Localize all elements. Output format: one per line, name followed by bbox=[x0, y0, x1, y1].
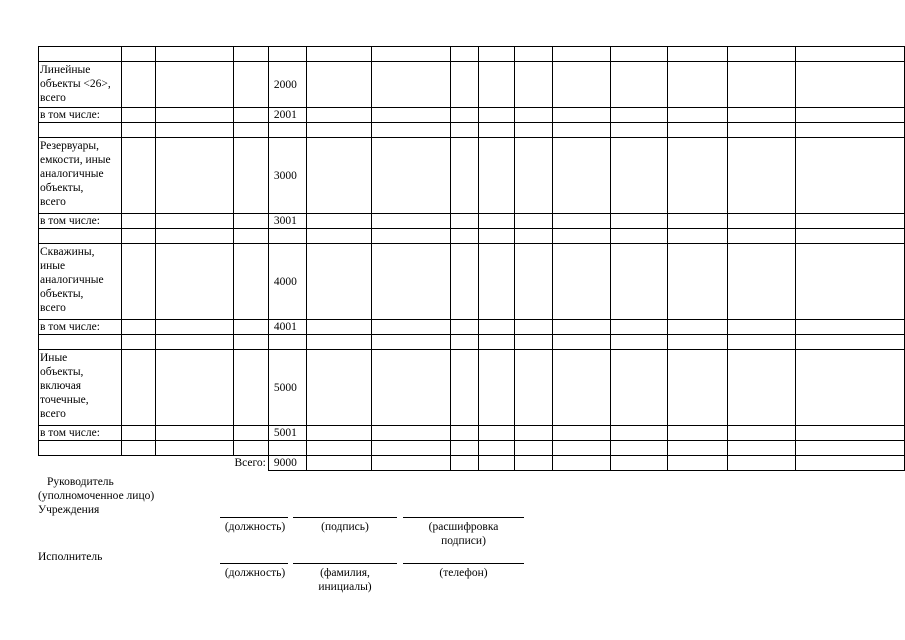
table-cell bbox=[372, 320, 450, 335]
table-cell bbox=[515, 456, 553, 471]
signature-line bbox=[293, 517, 397, 518]
table-cell bbox=[121, 229, 155, 244]
table-cell bbox=[306, 229, 371, 244]
table-cell bbox=[667, 229, 728, 244]
table-cell bbox=[372, 214, 450, 229]
table-cell bbox=[667, 62, 728, 108]
table-cell bbox=[450, 335, 479, 350]
table-cell bbox=[372, 62, 450, 108]
table-cell bbox=[233, 320, 268, 335]
table-cell bbox=[155, 426, 233, 441]
table-cell bbox=[233, 244, 268, 320]
table-cell bbox=[479, 229, 515, 244]
table-cell bbox=[795, 138, 904, 214]
table-cell bbox=[795, 47, 904, 62]
table-cell bbox=[306, 456, 371, 471]
table-cell bbox=[306, 335, 371, 350]
row-code: 3001 bbox=[268, 214, 306, 229]
table-cell bbox=[728, 123, 795, 138]
table-cell bbox=[479, 47, 515, 62]
table-cell bbox=[515, 62, 553, 108]
table-cell bbox=[552, 244, 611, 320]
table-cell bbox=[450, 426, 479, 441]
row-code: 5000 bbox=[268, 350, 306, 426]
table-cell bbox=[611, 47, 668, 62]
name-caption: (фамилия, инициалы) bbox=[318, 567, 372, 593]
table-cell bbox=[121, 426, 155, 441]
row-label: Резервуары, емкости, иные аналогичные объекты, всего bbox=[39, 138, 122, 214]
row-code: 2000 bbox=[268, 62, 306, 108]
table-cell bbox=[515, 335, 553, 350]
row-label: в том числе: bbox=[39, 320, 122, 335]
table-cell bbox=[233, 214, 268, 229]
row-code: 2001 bbox=[268, 108, 306, 123]
row-label bbox=[39, 441, 122, 456]
table-cell bbox=[372, 229, 450, 244]
table-cell bbox=[233, 123, 268, 138]
table-cell bbox=[155, 214, 233, 229]
table-cell bbox=[515, 441, 553, 456]
table-cell bbox=[372, 138, 450, 214]
row-code bbox=[268, 229, 306, 244]
total-label: Всего: bbox=[233, 456, 268, 471]
table-cell bbox=[515, 320, 553, 335]
table-cell bbox=[233, 350, 268, 426]
table-cell bbox=[552, 47, 611, 62]
table-cell bbox=[515, 244, 553, 320]
table-cell bbox=[121, 138, 155, 214]
table-cell bbox=[728, 426, 795, 441]
table-cell bbox=[121, 214, 155, 229]
table-cell bbox=[372, 350, 450, 426]
table-cell bbox=[155, 335, 233, 350]
table-cell bbox=[515, 108, 553, 123]
table-cell bbox=[667, 108, 728, 123]
table-cell bbox=[795, 320, 904, 335]
table-cell bbox=[611, 335, 668, 350]
table-cell bbox=[515, 229, 553, 244]
table-cell bbox=[611, 244, 668, 320]
table-cell bbox=[552, 123, 611, 138]
table-cell bbox=[479, 350, 515, 426]
row-code: 4000 bbox=[268, 244, 306, 320]
name-line bbox=[293, 563, 397, 564]
table-cell bbox=[667, 441, 728, 456]
row-label: в том числе: bbox=[39, 426, 122, 441]
row-label: в том числе: bbox=[39, 108, 122, 123]
position-caption: (должность) bbox=[224, 521, 286, 533]
table-cell bbox=[728, 335, 795, 350]
table-cell bbox=[552, 441, 611, 456]
position-line-2 bbox=[220, 563, 288, 564]
row-code bbox=[268, 47, 306, 62]
decode-caption: (расшифровка подписи) bbox=[428, 521, 499, 547]
table-cell bbox=[155, 47, 233, 62]
table-cell bbox=[552, 350, 611, 426]
table-cell bbox=[728, 62, 795, 108]
table-cell bbox=[155, 441, 233, 456]
table-cell bbox=[479, 320, 515, 335]
table-cell bbox=[667, 214, 728, 229]
table-cell bbox=[233, 441, 268, 456]
table-cell bbox=[611, 138, 668, 214]
row-label bbox=[39, 123, 122, 138]
table-cell bbox=[728, 229, 795, 244]
row-code: 3000 bbox=[268, 138, 306, 214]
table-cell bbox=[795, 62, 904, 108]
row-label: Иные объекты, включая точечные, всего bbox=[39, 350, 122, 426]
table-cell bbox=[306, 214, 371, 229]
table-cell bbox=[372, 108, 450, 123]
table-cell bbox=[306, 108, 371, 123]
table-cell bbox=[515, 350, 553, 426]
total-code: 9000 bbox=[268, 456, 306, 471]
table-cell bbox=[479, 214, 515, 229]
table-cell bbox=[728, 214, 795, 229]
table-cell bbox=[795, 456, 904, 471]
table-row bbox=[39, 138, 905, 214]
table-cell bbox=[611, 62, 668, 108]
table-cell bbox=[450, 62, 479, 108]
table-cell bbox=[121, 441, 155, 456]
table-cell bbox=[233, 229, 268, 244]
table-cell bbox=[552, 214, 611, 229]
table-cell bbox=[611, 456, 668, 471]
row-code: 4001 bbox=[268, 320, 306, 335]
table-cell bbox=[121, 335, 155, 350]
executor-label: Исполнитель bbox=[38, 551, 103, 563]
table-cell bbox=[795, 244, 904, 320]
table-cell bbox=[155, 62, 233, 108]
table-body bbox=[39, 47, 905, 471]
table-row bbox=[39, 441, 905, 456]
table-cell bbox=[121, 62, 155, 108]
table-cell bbox=[450, 350, 479, 426]
table-cell bbox=[611, 229, 668, 244]
table-cell bbox=[795, 350, 904, 426]
table-cell bbox=[372, 244, 450, 320]
table-cell bbox=[667, 350, 728, 426]
head-subtitle: (уполномоченное лицо) bbox=[38, 490, 155, 502]
position-line bbox=[220, 517, 288, 518]
row-code bbox=[268, 441, 306, 456]
table-cell bbox=[306, 350, 371, 426]
table-cell bbox=[306, 138, 371, 214]
table-cell bbox=[121, 108, 155, 123]
table-cell bbox=[667, 138, 728, 214]
table-cell bbox=[121, 320, 155, 335]
table-cell bbox=[306, 123, 371, 138]
table-cell bbox=[795, 214, 904, 229]
head-title: Руководитель bbox=[47, 476, 114, 488]
table-cell bbox=[121, 350, 155, 426]
table-cell bbox=[233, 426, 268, 441]
table-cell bbox=[795, 229, 904, 244]
table-cell bbox=[728, 138, 795, 214]
table-cell bbox=[306, 441, 371, 456]
table-cell bbox=[155, 123, 233, 138]
row-label bbox=[39, 47, 122, 62]
table-cell bbox=[479, 108, 515, 123]
signature-caption: (подпись) bbox=[321, 521, 369, 533]
table-cell bbox=[155, 138, 233, 214]
table-cell bbox=[233, 47, 268, 62]
table-cell bbox=[479, 62, 515, 108]
table-cell bbox=[155, 320, 233, 335]
table-cell bbox=[450, 244, 479, 320]
table-row bbox=[39, 214, 905, 229]
table-row bbox=[39, 47, 905, 62]
table-cell bbox=[795, 123, 904, 138]
table-cell bbox=[552, 426, 611, 441]
report-table bbox=[38, 46, 905, 471]
table-cell bbox=[667, 335, 728, 350]
table-row bbox=[39, 350, 905, 426]
table-cell bbox=[611, 441, 668, 456]
table-cell bbox=[372, 47, 450, 62]
position-caption-2: (должность) bbox=[224, 567, 286, 579]
table-cell bbox=[479, 335, 515, 350]
table-cell bbox=[795, 441, 904, 456]
table-cell bbox=[450, 229, 479, 244]
table-cell bbox=[515, 47, 553, 62]
table-row bbox=[39, 62, 905, 108]
row-label: Линейные объекты <26>, всего bbox=[39, 62, 122, 108]
table-cell bbox=[233, 335, 268, 350]
table-cell bbox=[611, 320, 668, 335]
table-cell bbox=[233, 62, 268, 108]
table-cell bbox=[155, 108, 233, 123]
table-cell bbox=[611, 350, 668, 426]
row-label: Скважины, иные аналогичные объекты, всего bbox=[39, 244, 122, 320]
row-label bbox=[39, 229, 122, 244]
table-row bbox=[39, 426, 905, 441]
table-cell bbox=[795, 335, 904, 350]
table-cell bbox=[552, 335, 611, 350]
table-cell bbox=[611, 108, 668, 123]
table-cell bbox=[728, 441, 795, 456]
table-cell bbox=[121, 123, 155, 138]
row-label: в том числе: bbox=[39, 214, 122, 229]
table-cell bbox=[306, 320, 371, 335]
table-cell bbox=[450, 123, 479, 138]
table-cell bbox=[728, 108, 795, 123]
row-code bbox=[268, 123, 306, 138]
table-cell bbox=[611, 214, 668, 229]
table-cell bbox=[667, 47, 728, 62]
table-row bbox=[39, 123, 905, 138]
table-cell bbox=[450, 441, 479, 456]
table-cell bbox=[372, 335, 450, 350]
table-cell bbox=[611, 426, 668, 441]
table-cell bbox=[479, 456, 515, 471]
table-cell bbox=[795, 426, 904, 441]
table-cell bbox=[552, 456, 611, 471]
table-cell bbox=[450, 320, 479, 335]
total-row bbox=[39, 456, 905, 471]
table-row bbox=[39, 229, 905, 244]
table-row bbox=[39, 320, 905, 335]
row-code bbox=[268, 335, 306, 350]
table-cell bbox=[667, 123, 728, 138]
table-cell bbox=[372, 456, 450, 471]
table-cell bbox=[552, 108, 611, 123]
table-row bbox=[39, 335, 905, 350]
table-cell bbox=[306, 244, 371, 320]
phone-caption: (телефон) bbox=[439, 567, 488, 579]
table-cell bbox=[450, 138, 479, 214]
table-row bbox=[39, 244, 905, 320]
table-cell bbox=[552, 138, 611, 214]
table-cell bbox=[121, 244, 155, 320]
table-cell bbox=[372, 123, 450, 138]
row-code: 5001 bbox=[268, 426, 306, 441]
table-cell bbox=[450, 456, 479, 471]
institution-label: Учреждения bbox=[38, 504, 100, 516]
table-cell bbox=[795, 108, 904, 123]
table-cell bbox=[728, 350, 795, 426]
table-cell bbox=[479, 441, 515, 456]
table-cell bbox=[306, 426, 371, 441]
table-cell bbox=[728, 244, 795, 320]
table-cell bbox=[728, 456, 795, 471]
table-cell bbox=[155, 229, 233, 244]
phone-line bbox=[403, 563, 524, 564]
table-cell bbox=[155, 350, 233, 426]
table-cell bbox=[450, 47, 479, 62]
total-spacer bbox=[39, 456, 234, 471]
table-row bbox=[39, 108, 905, 123]
table-cell bbox=[515, 214, 553, 229]
table-cell bbox=[667, 456, 728, 471]
table-cell bbox=[450, 108, 479, 123]
table-cell bbox=[306, 62, 371, 108]
table-cell bbox=[479, 138, 515, 214]
table-cell bbox=[728, 320, 795, 335]
table-cell bbox=[479, 123, 515, 138]
table-cell bbox=[552, 320, 611, 335]
table-cell bbox=[372, 441, 450, 456]
table-cell bbox=[667, 320, 728, 335]
decode-line bbox=[403, 517, 524, 518]
table-cell bbox=[233, 108, 268, 123]
table-cell bbox=[450, 214, 479, 229]
table-cell bbox=[552, 62, 611, 108]
table-cell bbox=[515, 123, 553, 138]
table-cell bbox=[515, 138, 553, 214]
table-cell bbox=[233, 138, 268, 214]
table-cell bbox=[667, 426, 728, 441]
table-cell bbox=[515, 426, 553, 441]
table-cell bbox=[728, 47, 795, 62]
table-cell bbox=[667, 244, 728, 320]
table-cell bbox=[479, 244, 515, 320]
table-cell bbox=[121, 47, 155, 62]
row-label bbox=[39, 335, 122, 350]
table-cell bbox=[552, 229, 611, 244]
table-cell bbox=[155, 244, 233, 320]
table-cell bbox=[306, 47, 371, 62]
table-cell bbox=[479, 426, 515, 441]
table-cell bbox=[611, 123, 668, 138]
table-cell bbox=[372, 426, 450, 441]
